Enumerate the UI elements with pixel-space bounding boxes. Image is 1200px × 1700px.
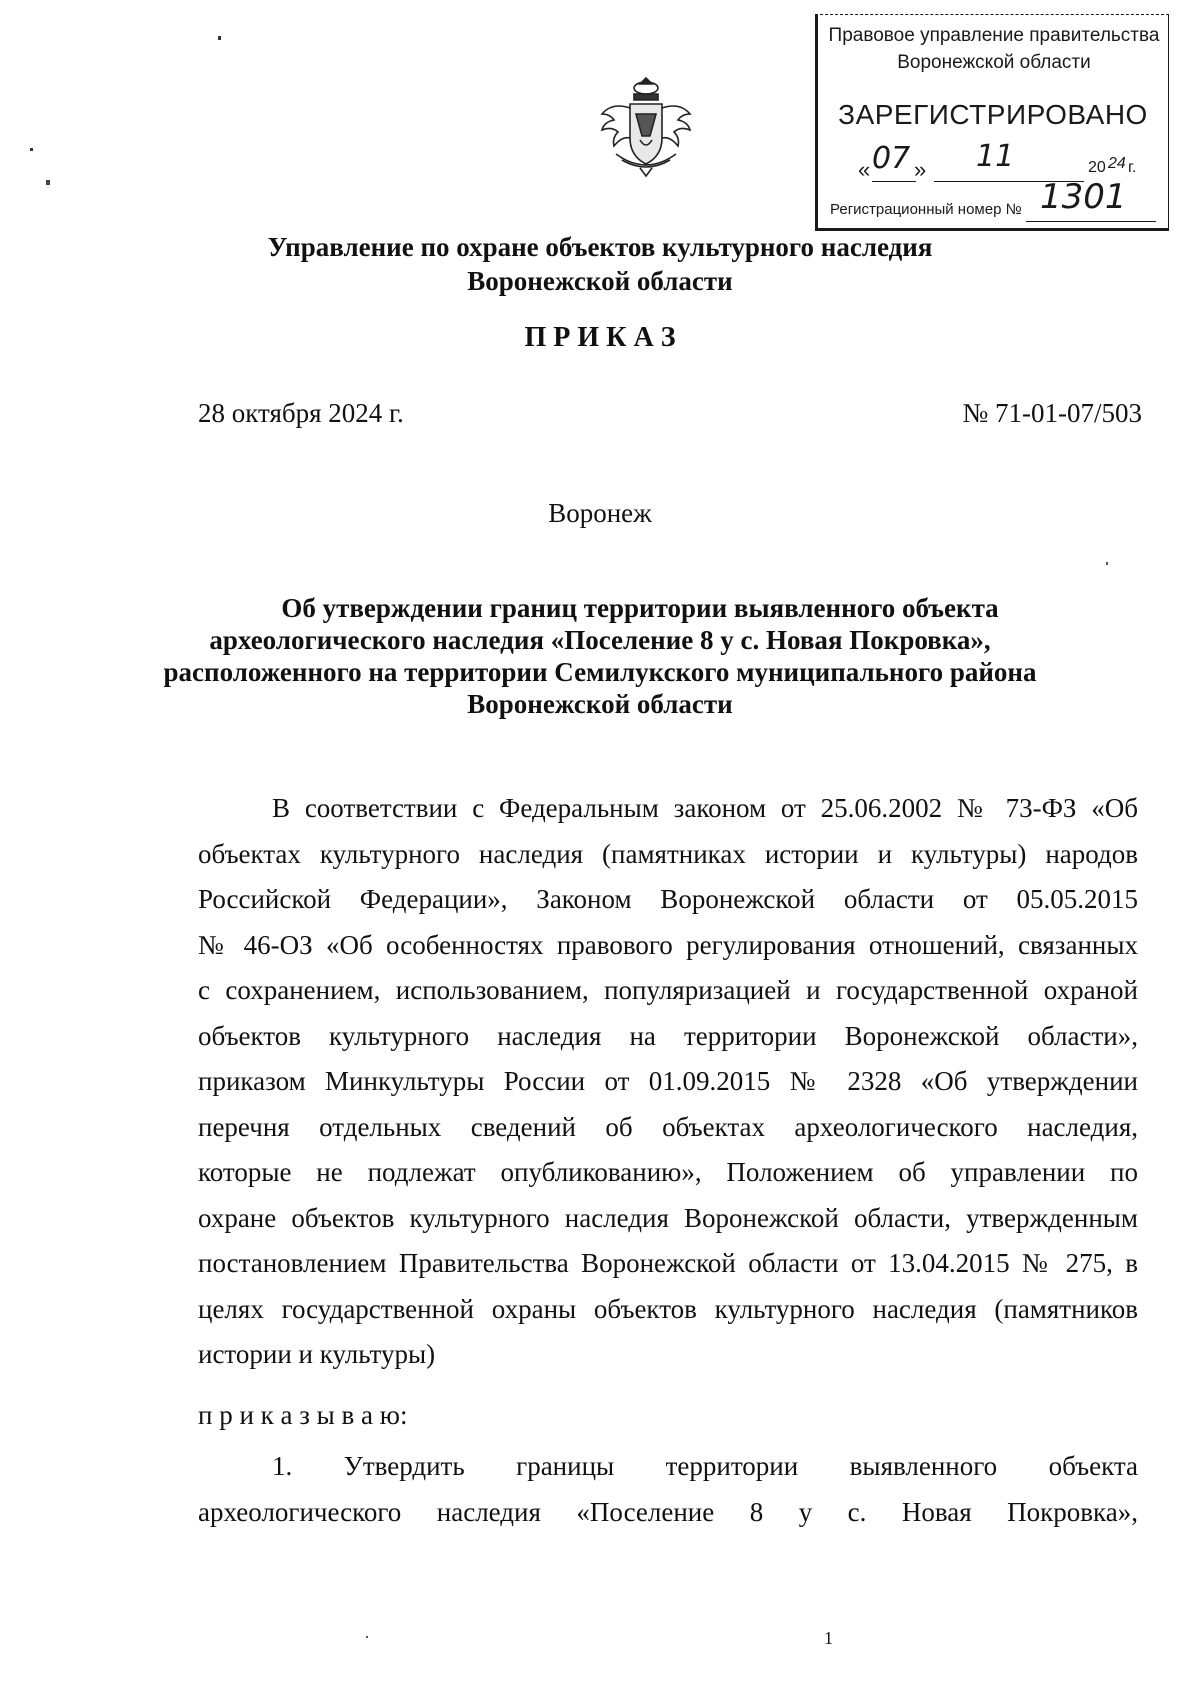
body-line: с сохранением, использованием, популяризацией и государственной охраной [198,975,1138,1005]
body-line: объектов культурного наследия на территории Воронежской области», [198,1020,1138,1051]
item-line: археологического наследия «Поселение 8 у с. Новая Покровка», [198,1496,1138,1527]
title-line: расположенного на территории Семилукского муниципального района [163,657,1037,687]
department-name-line1: Управление по охране объектов культурного наследия [267,232,933,262]
body-line: целях государственной охраны объектов культурного наследия (памятников [198,1293,1138,1324]
department-name-line2: Воронежской области [467,266,733,296]
stamp-org-line2: Воронежской области [897,52,1091,73]
body-line: В соответствии с Федеральным законом от 25.06.2002 № 73-ФЗ «Об [272,793,1138,823]
page-number: 1 [824,1628,833,1648]
body-line: постановлением Правительства Воронежской области от 13.04.2015 № 275, в [198,1248,1138,1278]
document-city: Воронеж [548,498,652,528]
document-number: № 71-01-07/503 [962,398,1142,428]
title-line: археологического наследия «Поселение 8 у с. Новая Покровка», [209,625,991,655]
title-line: Об утверждении границ территории выявленного объекта [281,593,999,623]
stamp-year-prefix: 20 [1088,159,1106,176]
preamble-paragraph [198,786,1138,1378]
body-line: охране объектов культурного наследия Воронежской области, утвержденным [198,1202,1138,1233]
stamp-year-suffix: 24 [1108,155,1126,172]
coat-of-arms-emblem [596,74,696,178]
order-item-1 [198,1444,1138,1535]
body-line: которые не подлежат опубликованию», Положением об управлении по [198,1157,1138,1187]
body-line: № 46-ОЗ «Об особенностях правового регулирования отношений, связанных [198,929,1138,960]
title-line: Воронежской области [467,689,733,719]
stamp-month: 11 [976,139,1015,174]
stamp-year-abbr: г. [1128,159,1137,176]
body-line: Российской Федерации», Законом Воронежской области от 05.05.2015 [198,884,1138,914]
stamp-day: 07 [872,141,911,176]
stamp-close-quote: » [914,157,927,182]
registration-stamp [815,14,1169,231]
stamp-number-label: Регистрационный номер № [830,201,1022,218]
body-line: объектах культурного наследия (памятниках истории и культуры) народов [198,838,1138,869]
item-line: 1. Утвердить границы территории выявленного объекта [272,1451,1138,1481]
stamp-open-quote: « [858,157,871,182]
stamp-registration-number: 1301 [1040,177,1127,217]
stamp-registered-label: ЗАРЕГИСТРИРОВАНО [838,99,1148,130]
document-type: П Р И К А З [524,322,676,353]
body-line: перечня отдельных сведений об объектах археологического наследия, [198,1111,1138,1142]
body-line: приказом Минкультуры России от 01.09.2015 № 2328 «Об утверждении [198,1066,1138,1096]
document-date: 28 октября 2024 г. [198,398,404,428]
order-word: п р и к а з ы в а ю: [198,1400,408,1430]
stamp-org-line1: Правовое управление правительства [828,25,1160,46]
body-line: истории и культуры) [198,1339,436,1369]
